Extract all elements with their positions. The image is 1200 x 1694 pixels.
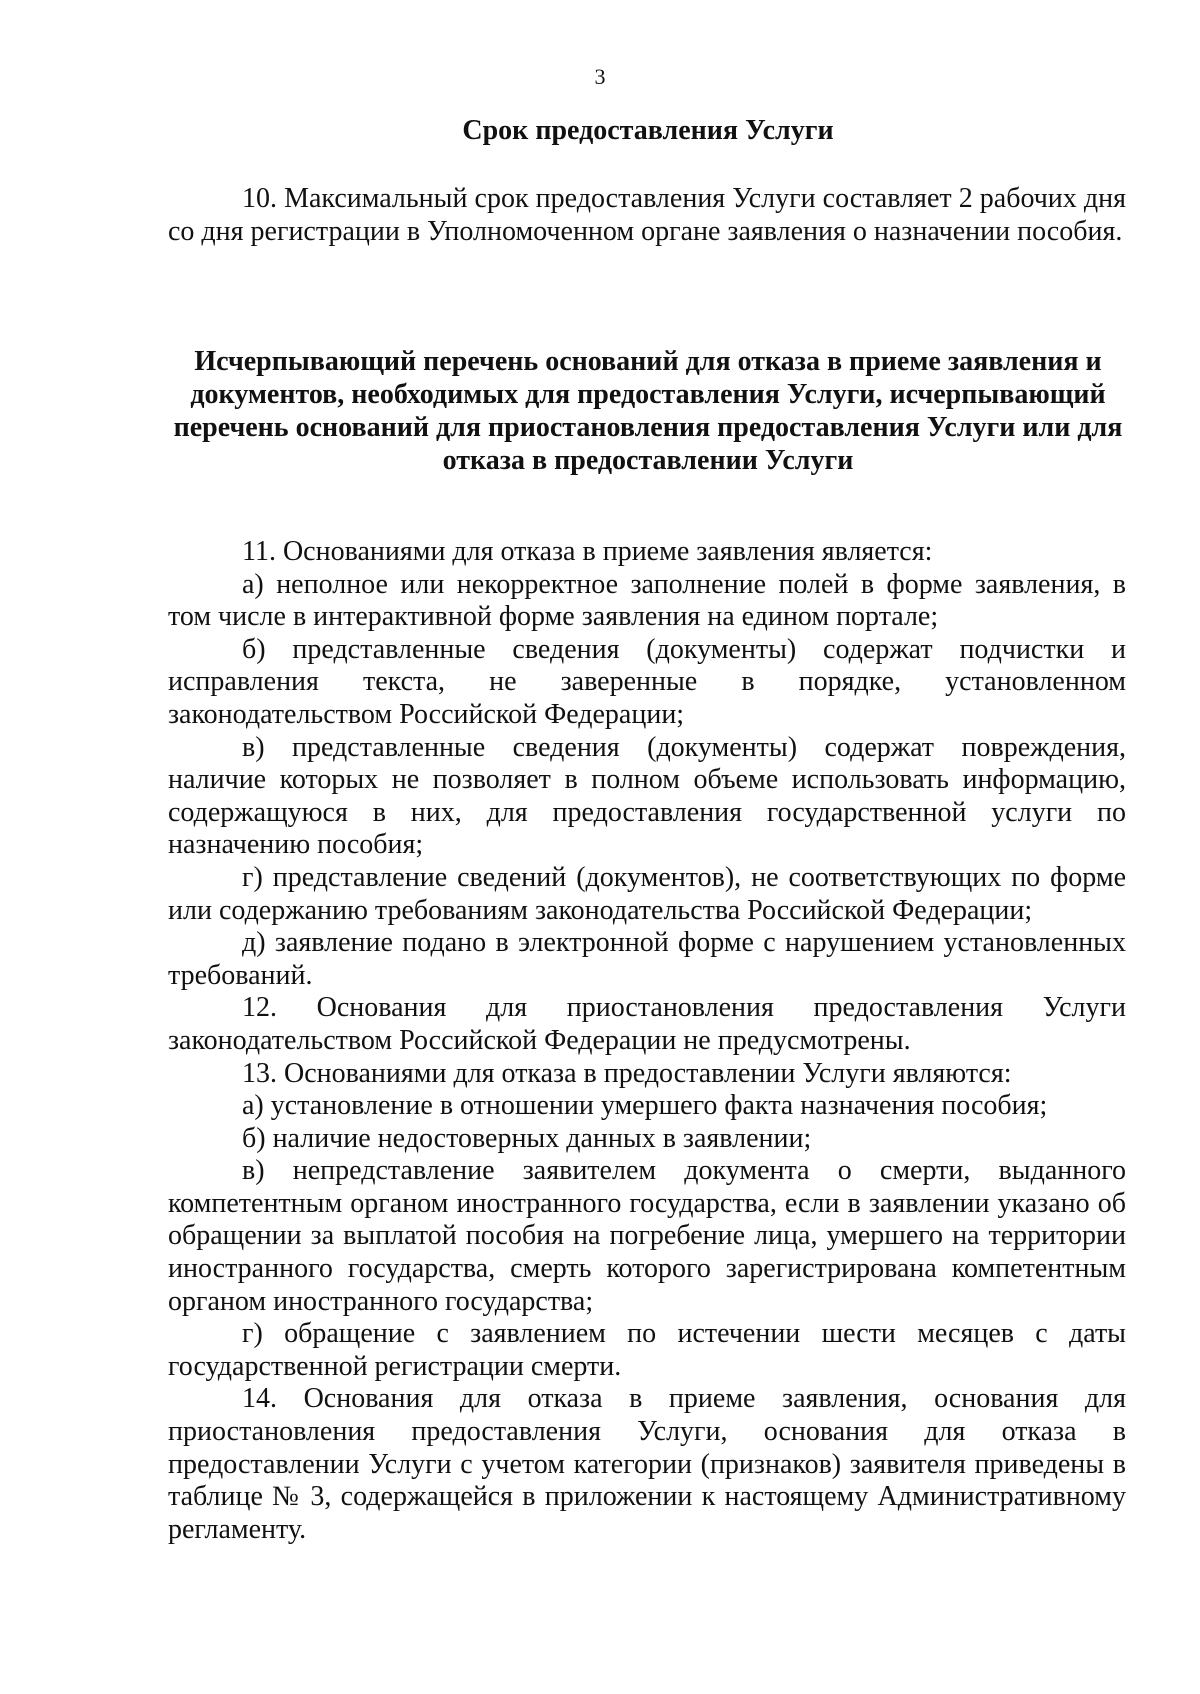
section-heading-term: Срок предоставления Услуги bbox=[462, 115, 834, 146]
list-item-11a: а) неполное или некорректное заполнение полей в форме заявления, в том числе в интерактивной форме заявления на едином портале; bbox=[168, 568, 1126, 633]
list-item-13b: б) наличие недостоверных данных в заявлении; bbox=[242, 1122, 812, 1154]
section-body-term bbox=[168, 183, 1126, 248]
paragraph-13: 13. Основаниями для отказа в предоставлении Услуги являются: bbox=[242, 1057, 1012, 1089]
paragraph-12: 12. Основания для приостановления предоставления Услуги законодательством Российской Федерации не предусмотрены. bbox=[168, 992, 1126, 1056]
list-item-11v: в) представленные сведения (документы) содержат повреждения, наличие которых не позволяет в полном объеме использовать информацию, содержащуюся в них, для предоставления государственной услуги по назначению пособия; bbox=[168, 731, 1126, 861]
list-item-11b: б) представленные сведения (документы) содержат подчистки и исправления текста, не заверенные в порядке, установленном законодательством Российской Федерации; bbox=[168, 633, 1126, 730]
list-item-11g: г) представление сведений (документов), не соответствующих по форме или содержанию требованиям законодательства Российской Федерации; bbox=[168, 861, 1126, 926]
paragraph-10: 10. Максимальный срок предоставления Услуги составляет 2 рабочих дня со дня регистрации в Уполномоченном органе заявления о назначении пособия. bbox=[168, 183, 1126, 247]
list-item-13v: в) непредставление заявителем документа о смерти, выданного компетентным органом иностранного государства, если в заявлении указано об обращении за выплатой пособия на погребение лица, умершего на территории иностранного государства, смерть которого зарегистрирована компетентным органом иностранного государства; bbox=[168, 1155, 1126, 1317]
paragraph-11: 11. Основаниями для отказа в приеме заявления является: bbox=[242, 536, 933, 567]
list-item-13g: г) обращение с заявлением по истечении шести месяцев с даты государственной регистрации смерти. bbox=[168, 1318, 1126, 1382]
page-number: 3 bbox=[594, 64, 606, 89]
section-body-grounds bbox=[168, 536, 1126, 1546]
list-item-11d: д) заявление подано в электронной форме с нарушением установленных требований. bbox=[168, 927, 1126, 991]
paragraph-14: 14. Основания для отказа в приеме заявления, основания для приостановления предоставления Услуги, основания для отказа в предоставлении Услуги с учетом категории (признаков) заявителя приведены в таблице № 3, содержащейся в приложении к настоящему Административному регламенту. bbox=[168, 1383, 1126, 1545]
section-heading-grounds: Исчерпывающий перечень оснований для отказа в приеме заявления и документов, необходимых для предоставления Услуги, исчерпывающий перечень оснований для приостановления предоставления Услуги или для отказа в предоставлении Услуги bbox=[173, 346, 1123, 476]
list-item-13a: а) установление в отношении умершего факта назначения пособия; bbox=[242, 1090, 1048, 1122]
